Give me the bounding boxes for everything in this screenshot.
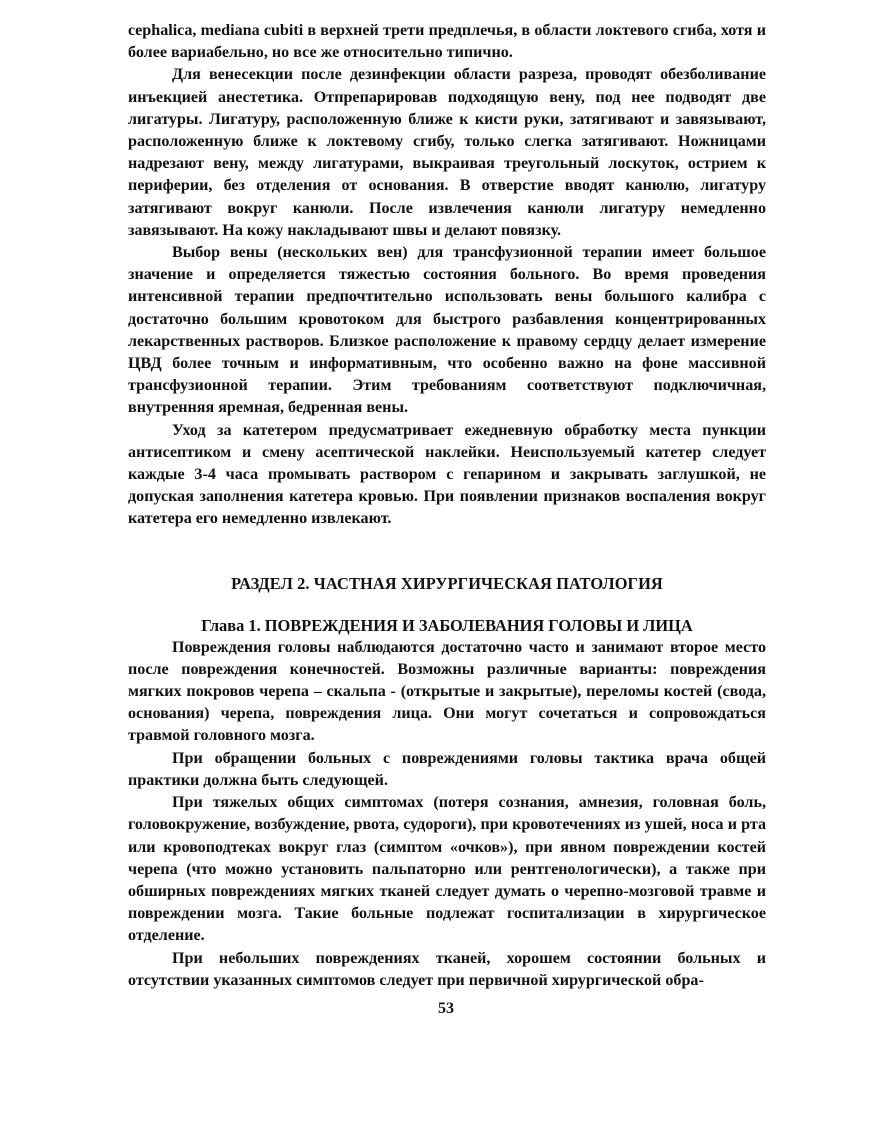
paragraph-tactics: При обращении больных с повреждениями головы тактика врача общей практики должна быть следующей.	[128, 749, 766, 789]
paragraph-continuation: cephalica, mediana cubiti в верхней трети предплечья, в области локтевого сгиба, хотя и более вариабельно, но все же относительно типично.	[128, 22, 766, 62]
chapter-title: Глава 1. ПОВРЕЖДЕНИЯ И ЗАБОЛЕВАНИЯ ГОЛОВЫ И ЛИЦА	[201, 615, 693, 635]
document-page	[128, 20, 766, 992]
paragraph-catheter-care: Уход за катетером предусматривает ежедневную обработку места пункции антисептиком и смену асептической наклейки. Неиспользуемый катетер следует каждые 3-4 часа промывать раствором с гепарином и закрывать заглушкой, не допуская заполнения катетера кровью. При появлении признаков воспаления вокруг катетера его немедленно извлекают.	[128, 421, 766, 528]
paragraph-head-injuries: Повреждения головы наблюдаются достаточно часто и занимают второе место после повреждения конечностей. Возможны различные варианты: повреждения мягких покровов черепа – скальпа - (открытые и закрытые), переломы костей (свода, основания) черепа, повреждения лица. Они могут сочетаться и сопровождаться травмой головного мозга.	[128, 638, 766, 745]
paragraph-venesection: Для венесекции после дезинфекции области разреза, проводят обезболивание инъекцией анестетика. Отпрепарировав подходящую вену, под нее подводят две лигатуры. Лигатуру, расположенную ближе к кисти руки, затягивают и завязывают, расположенную ближе к локтевому сгибу, только слегка затягивают. Ножницами надрезают вену, между лигатурами, выкраивая треугольный лоскуток, острием к периферии, без отделения от основания. В отверстие вводят канюлю, лигатуру затягивают вокруг канюли. После извлечения канюли лигатуру немедленно завязывают. На кожу накладывают швы и делают повязку.	[128, 66, 766, 239]
section-title: РАЗДЕЛ 2. ЧАСТНАЯ ХИРУРГИЧЕСКАЯ ПАТОЛОГИЯ	[231, 573, 663, 593]
paragraph-vein-choice: Выбор вены (нескольких вен) для трансфузионной терапии имеет большое значение и определяется тяжестью состояния больного. Во время проведения интенсивной терапии предпочтительно использовать вены большого калибра с достаточно большим кровотоком для быстрого разбавления концентрированных лекарственных растворов. Близкое расположение к правому сердцу делает измерение ЦВД более точным и информативным, что особенно важно на фоне массивной трансфузионной терапии. Этим требованиям соответствуют подключичная, внутренняя яремная, бедренная вены.	[128, 244, 766, 417]
paragraph-severe-symptoms: При тяжелых общих симптомах (потеря сознания, амнезия, головная боль, головокружение, возбуждение, рвота, судороги), при кровотечениях из ушей, носа и рта или кровоподтеках вокруг глаз (симптом «очков»), при явном повреждении костей черепа (что можно установить пальпаторно или рентгенологически), а также при обширных повреждениях мягких тканей следует думать о черепно-мозговой травме и повреждении мозга. Такие больные подлежат госпитализации в хирургическое отделение.	[128, 794, 766, 945]
page-number: 53	[438, 1000, 454, 1017]
paragraph-minor-injuries: При небольших повреждениях тканей, хорошем состоянии больных и отсутствии указанных симптомов следует при первичной хирургической обра-	[128, 949, 766, 989]
